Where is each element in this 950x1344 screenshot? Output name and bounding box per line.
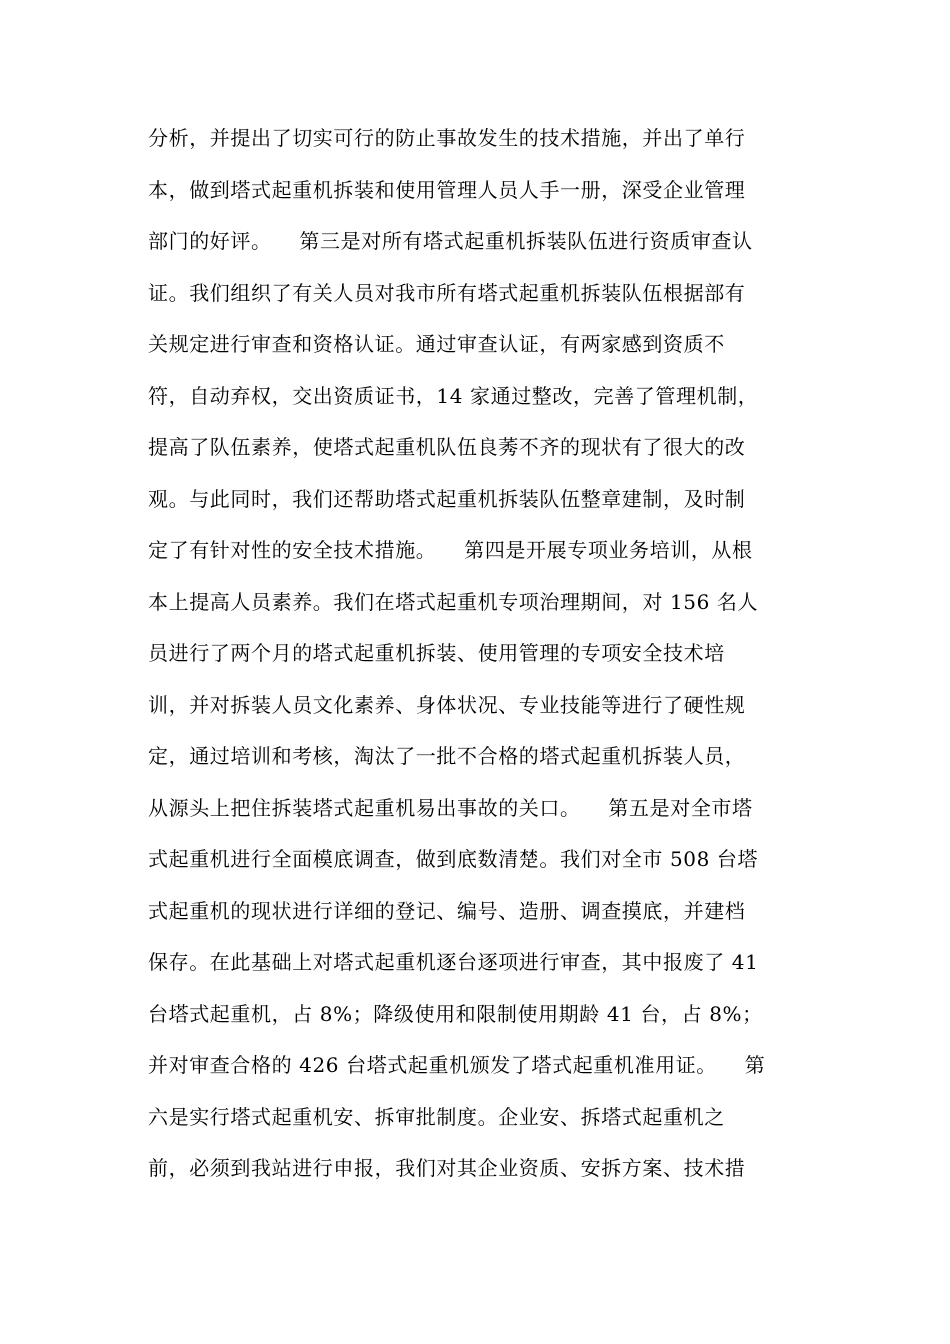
text-line: 保存。在此基础上对塔式起重机逐台逐项进行审查，其中报废了 41 xyxy=(148,950,759,974)
text-line: 部门的好评。 第三是对所有塔式起重机拆装队伍进行资质审查认 xyxy=(148,229,753,253)
text-line: 训，并对拆装人员文化素养、身体状况、专业技能等进行了硬性规 xyxy=(148,692,746,717)
text-line: 观。与此同时，我们还帮助塔式起重机拆装队伍整章建制，及时制 xyxy=(148,486,746,511)
body-text xyxy=(148,113,808,1195)
text-line: 并对审查合格的 426 台塔式起重机颁发了塔式起重机准用证。 第 xyxy=(148,1053,766,1077)
text-line: 分析，并提出了切实可行的防止事故发生的技术措施，并出了单行 xyxy=(148,126,746,150)
text-line: 六是实行塔式起重机安、拆审批制度。企业安、拆塔式起重机之 xyxy=(148,1104,725,1129)
text-line: 符，自动弃权，交出资质证书，14 家通过整改，完善了管理机制， xyxy=(148,383,759,408)
text-line: 本，做到塔式起重机拆装和使用管理人员人手一册，深受企业管理 xyxy=(148,177,746,202)
text-line: 从源头上把住拆装塔式起重机易出事故的关口。 第五是对全市塔 xyxy=(148,795,753,820)
text-line: 本上提高人员素养。我们在塔式起重机专项治理期间，对 156 名人 xyxy=(148,589,759,614)
text-line: 员进行了两个月的塔式起重机拆装、使用管理的专项安全技术培 xyxy=(148,641,725,665)
text-line: 前，必须到我站进行申报，我们对其企业资质、安拆方案、技术措 xyxy=(148,1156,746,1180)
text-line: 证。我们组织了有关人员对我市所有塔式起重机拆装队伍根据部有 xyxy=(148,280,746,305)
text-line: 关规定进行审查和资格认证。通过审查认证，有两家感到资质不 xyxy=(148,332,725,356)
text-line: 式起重机的现状进行详细的登记、编号、造册、调查摸底，并建档 xyxy=(148,898,746,923)
text-line: 式起重机进行全面模底调查，做到底数清楚。我们对全市 508 台塔 xyxy=(148,847,759,871)
text-line: 定了有针对性的安全技术措施。 第四是开展专项业务培训，从根 xyxy=(148,538,753,562)
text-line: 定，通过培训和考核，淘汰了一批不合格的塔式起重机拆装人员， xyxy=(148,744,746,768)
text-line: 台塔式起重机，占 8%；降级使用和限制使用期龄 41 台，占 8%； xyxy=(148,1001,763,1026)
text-line: 提高了队伍素养，使塔式起重机队伍良莠不齐的现状有了很大的改 xyxy=(148,435,746,459)
